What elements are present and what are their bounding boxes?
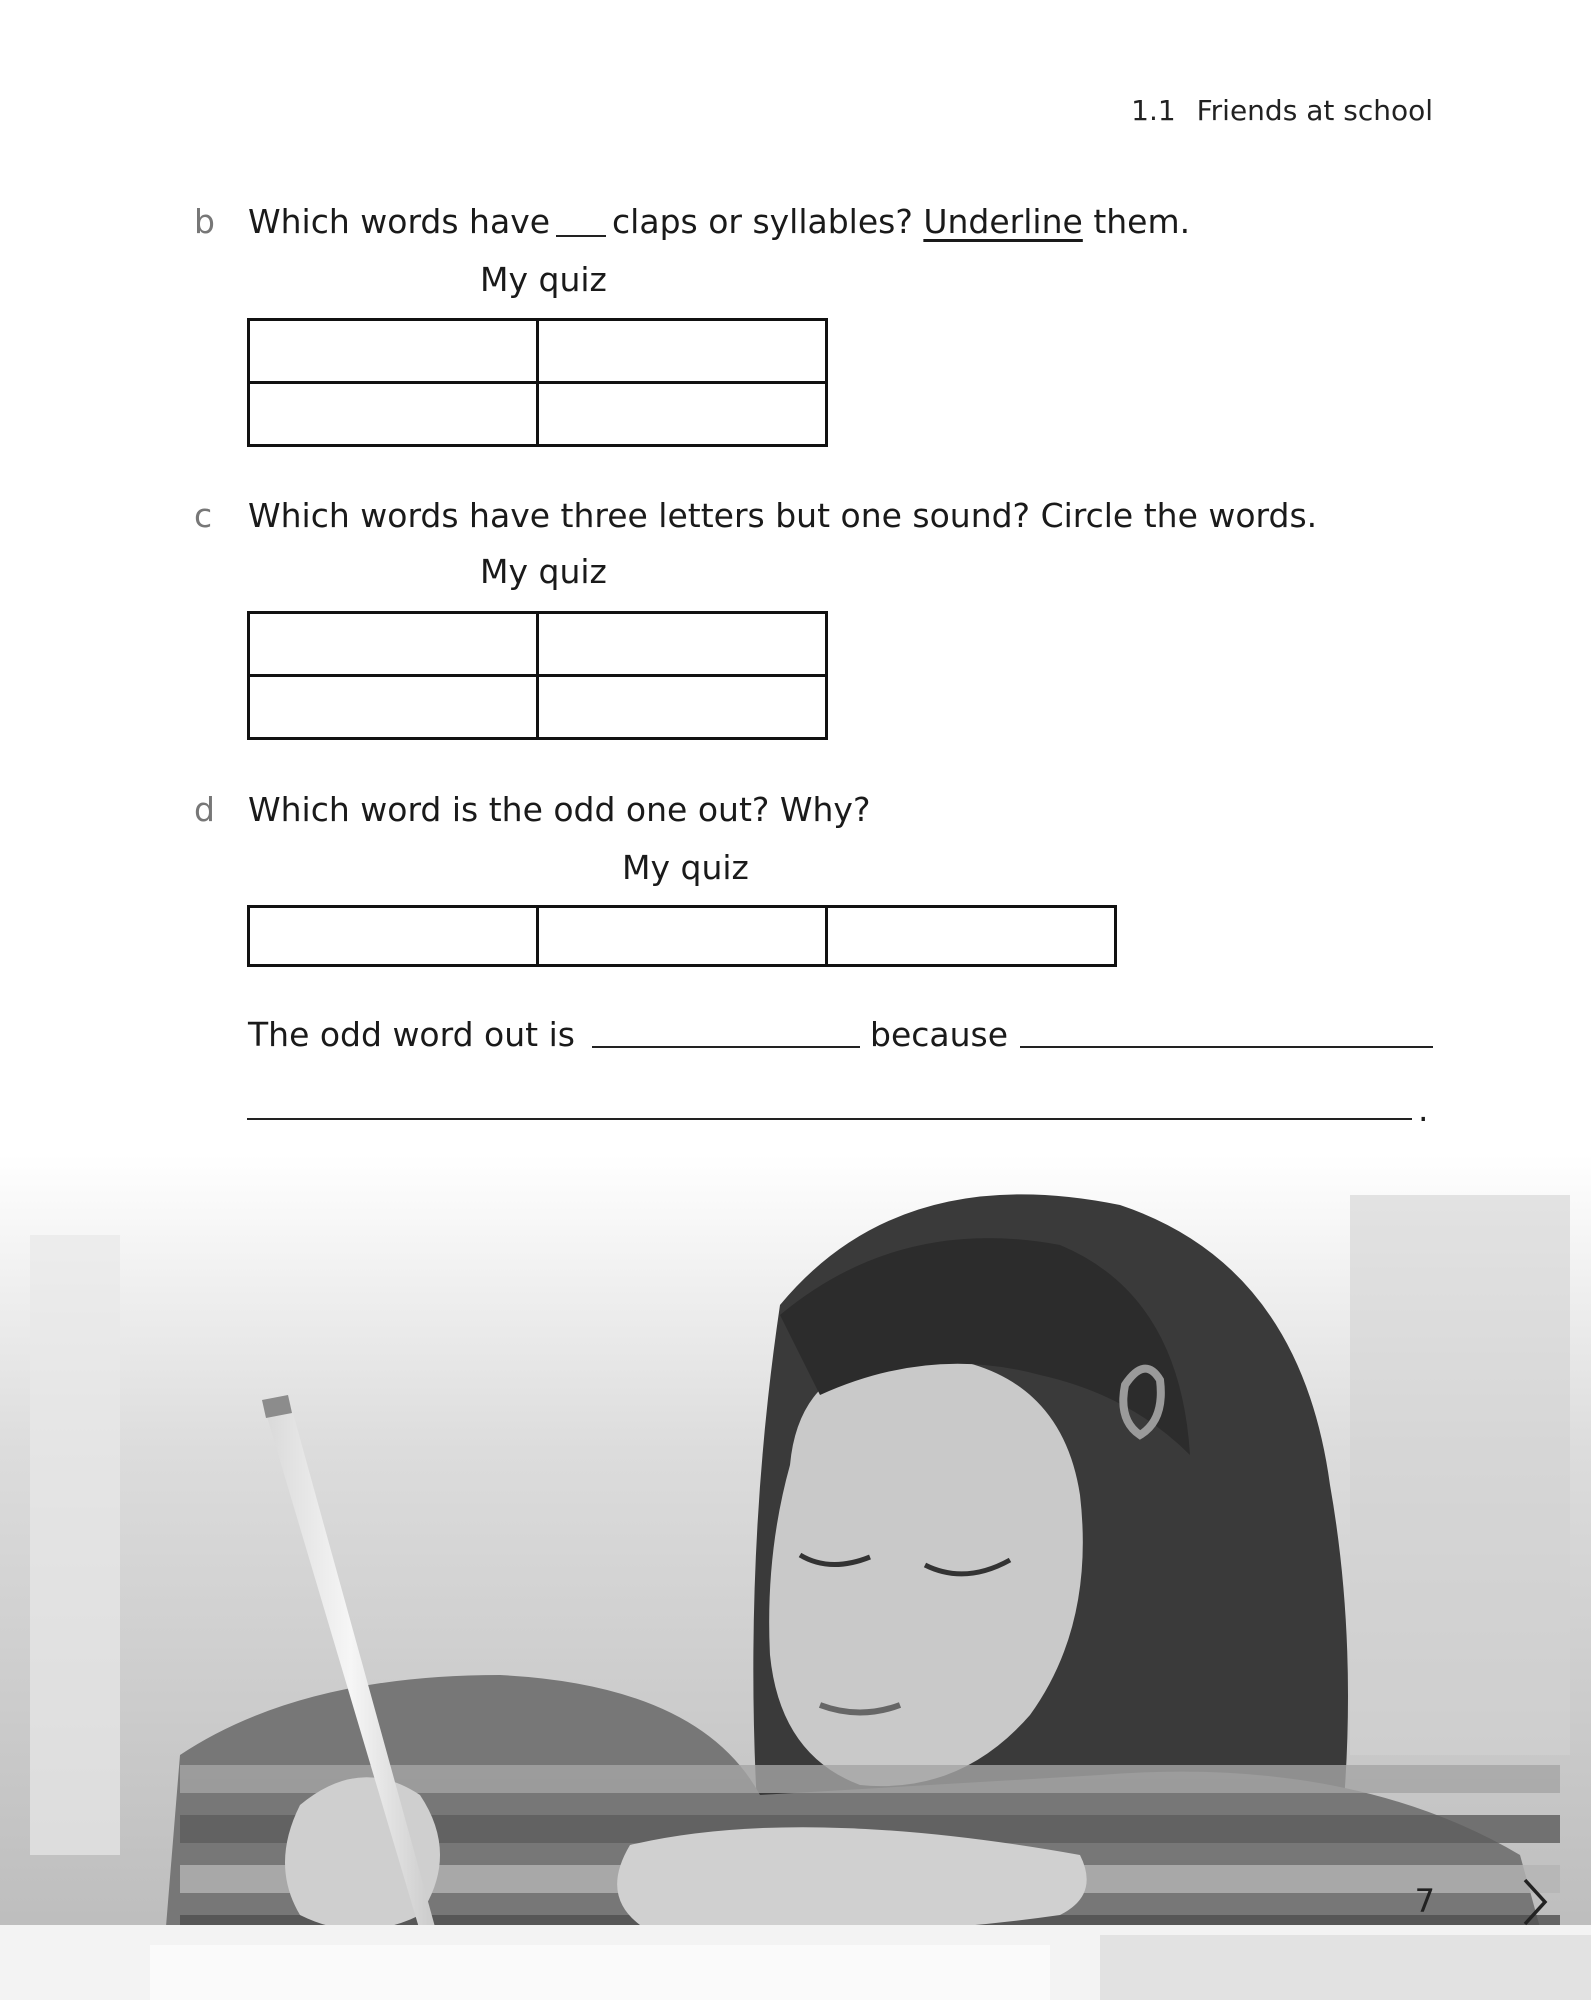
odd-word-answer-line[interactable]: [592, 1046, 860, 1048]
page-header: [1131, 94, 1433, 127]
quiz-title-c: My quiz: [480, 552, 607, 591]
question-c-letter: c: [194, 496, 213, 535]
quiz-grid-b: [247, 318, 828, 447]
chevron-right-icon[interactable]: [1519, 1876, 1551, 1932]
quiz-cell[interactable]: [249, 676, 538, 739]
sentence-because: because: [870, 1015, 1009, 1054]
question-b-text-before: Which words have: [248, 202, 551, 241]
sentence-because-wrap: [870, 1015, 1008, 1054]
question-b-text: [248, 202, 1190, 241]
inline-blank[interactable]: [556, 235, 606, 237]
girl-writing-photo: [0, 1155, 1591, 2000]
reason-answer-line-2[interactable]: [247, 1118, 1412, 1120]
sentence-start: The odd word out is: [248, 1015, 575, 1054]
underline-word: Underline: [923, 202, 1083, 241]
quiz-cell[interactable]: [538, 320, 827, 383]
question-b-letter: b: [194, 202, 215, 241]
answer-sentence: [248, 1015, 575, 1054]
question-b-text-middle: claps or syllables?: [612, 202, 913, 241]
question-c-text: Which words have three letters but one sound? Circle the words.: [248, 496, 1318, 535]
quiz-cell[interactable]: [249, 320, 538, 383]
quiz-cell[interactable]: [538, 613, 827, 676]
quiz-cell[interactable]: [538, 676, 827, 739]
quiz-cell[interactable]: [249, 383, 538, 446]
quiz-cell[interactable]: [538, 383, 827, 446]
quiz-cell[interactable]: [538, 907, 827, 966]
page-number: 7: [1414, 1882, 1435, 1920]
reason-answer-line-1[interactable]: [1020, 1046, 1433, 1048]
section-title: Friends at school: [1196, 94, 1433, 127]
quiz-title-d: My quiz: [622, 848, 749, 887]
question-b-text-after: them.: [1093, 202, 1191, 241]
section-number: 1.1: [1131, 94, 1176, 127]
quiz-grid-d: [247, 905, 1117, 967]
question-d-text: Which word is the odd one out? Why?: [248, 790, 871, 829]
quiz-cell[interactable]: [249, 613, 538, 676]
quiz-cell[interactable]: [827, 907, 1116, 966]
quiz-title-b: My quiz: [480, 260, 607, 299]
question-d-letter: d: [194, 790, 215, 829]
quiz-cell[interactable]: [249, 907, 538, 966]
sentence-period: .: [1418, 1090, 1429, 1129]
quiz-grid-c: [247, 611, 828, 740]
photo-illustration: [0, 1155, 1591, 2000]
